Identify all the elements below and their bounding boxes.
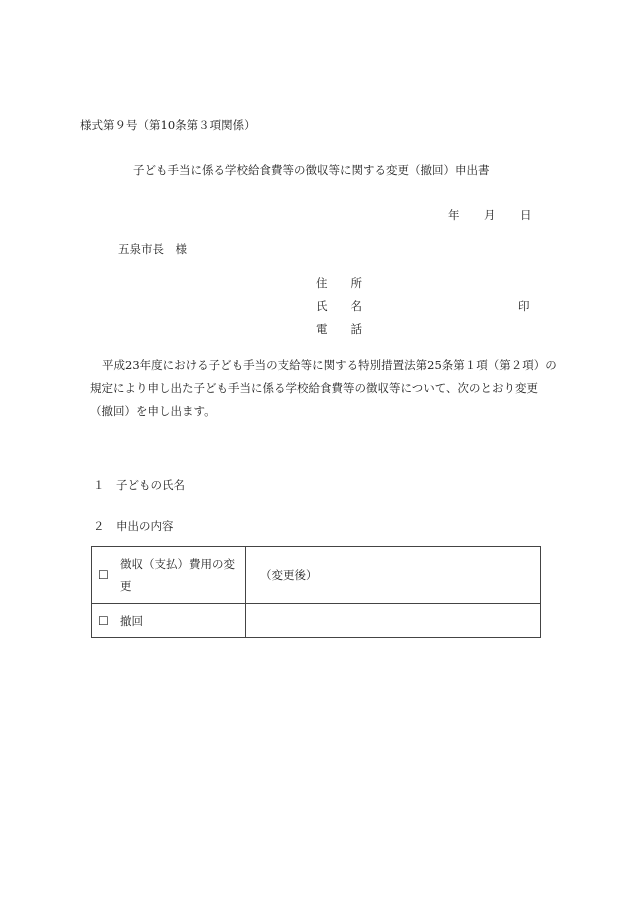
date-year: 年 [448, 208, 460, 222]
date-month: 月 [484, 208, 496, 222]
form-number: 様式第９号（第10条第３項関係） [80, 118, 256, 132]
detail-cell [246, 547, 541, 604]
body-text: 平成23年度における子ども手当の支給等に関する特別措置法第25条第１項（第２項）の規定により申し出た子ども手当に係る学校給食費等の徴収等について、次のとおり変更（撤回）を申し出ます。 [90, 358, 557, 418]
address-label: 住 所 [316, 276, 362, 290]
date-day: 日 [520, 208, 532, 222]
option-change-label: 徴収（支払）費用の変更 [120, 557, 235, 593]
item-request-content: ２ 申出の内容 [93, 519, 174, 533]
item-child-name: １ 子どもの氏名 [93, 478, 185, 492]
phone-field [316, 321, 376, 337]
option-withdraw-label: 撤回 [120, 613, 143, 628]
option-cell [92, 604, 246, 638]
seal-mark: 印 [518, 299, 530, 313]
checkbox-change[interactable]: ☐ [98, 568, 109, 582]
document-title: 子ども手当に係る学校給食費等の徴収等に関する変更（撤回）申出書 [133, 163, 490, 177]
table-row [92, 547, 541, 604]
detail-withdraw [246, 614, 260, 628]
detail-cell [246, 604, 541, 638]
option-cell [92, 547, 246, 604]
phone-label: 電 話 [316, 322, 362, 336]
date-line [448, 207, 532, 223]
table-row [92, 604, 541, 638]
request-content-table [91, 546, 541, 638]
name-field [316, 298, 376, 314]
name-label: 氏 名 [316, 299, 362, 313]
address-field [316, 275, 376, 291]
checkbox-withdraw[interactable]: ☐ [98, 613, 109, 628]
detail-after-change: （変更後） [260, 568, 318, 582]
addressee: 五泉市長 様 [118, 242, 187, 256]
